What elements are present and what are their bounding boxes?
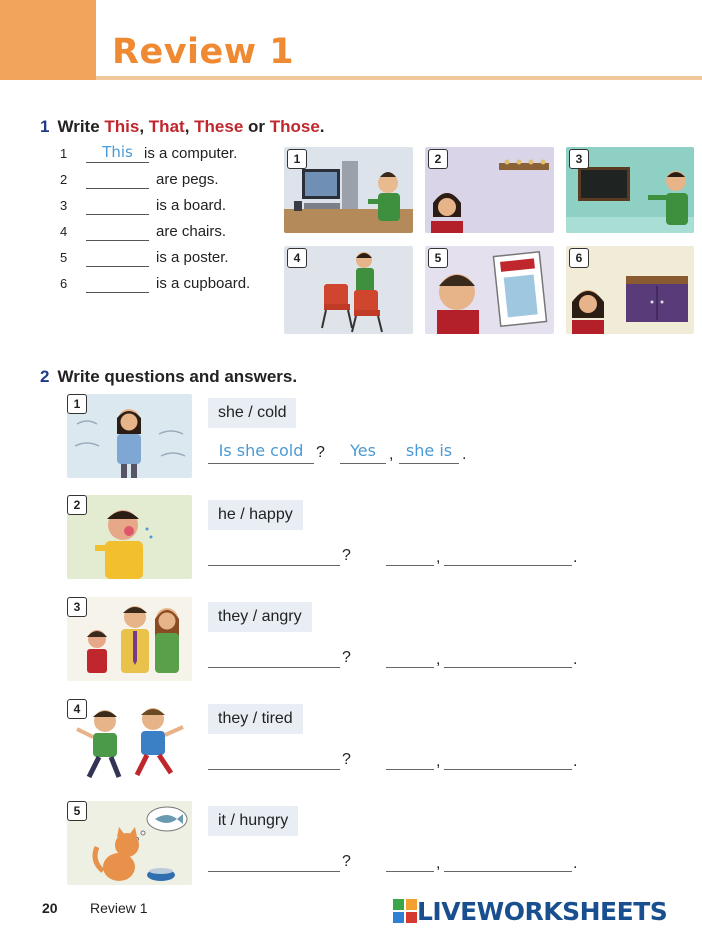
keyword-this: This xyxy=(104,117,140,136)
liveworksheets-wordmark: LIVEWORKSHEETS xyxy=(417,896,668,926)
picture-board xyxy=(566,147,694,233)
title-text: or xyxy=(243,117,270,136)
picture-angry xyxy=(67,597,192,681)
full-stop: . xyxy=(462,446,467,463)
footer-label: Review 1 xyxy=(90,900,148,916)
comma: , xyxy=(436,651,441,668)
picture-tired xyxy=(67,699,192,783)
item-number: 1 xyxy=(60,146,68,161)
item-text: is a computer. xyxy=(144,145,238,162)
exercise-2-title xyxy=(40,367,297,387)
item-text: is a cupboard. xyxy=(156,275,251,292)
exercise-1-number: 1 xyxy=(40,117,50,136)
question-number-badge: 1 xyxy=(67,394,87,414)
item-number: 3 xyxy=(60,198,68,213)
picture-happy xyxy=(67,495,192,579)
answer-blank[interactable] xyxy=(86,196,149,215)
short-answer-line[interactable] xyxy=(386,851,434,872)
item-number: 6 xyxy=(60,276,68,291)
question-line[interactable] xyxy=(208,851,340,872)
keyword-that: That xyxy=(148,117,185,136)
exercise-1-title xyxy=(40,117,325,137)
picture-number-badge: 2 xyxy=(428,149,448,169)
title-text: , xyxy=(184,117,195,136)
answer-blank[interactable] xyxy=(86,170,149,189)
header-tab xyxy=(0,0,96,80)
answer-blank[interactable]: This xyxy=(86,144,149,163)
picture-hungry xyxy=(67,801,192,885)
question-mark: ? xyxy=(342,547,351,564)
item-text: is a poster. xyxy=(156,249,229,266)
liveworksheets-logo-icon xyxy=(393,899,417,923)
picture-number-badge: 1 xyxy=(287,149,307,169)
comma: , xyxy=(436,549,441,566)
comma: , xyxy=(436,753,441,770)
short-answer: Yes xyxy=(350,441,376,460)
answer-blank[interactable] xyxy=(86,248,149,267)
picture-number-badge: 4 xyxy=(287,248,307,268)
prompt-he-happy: he / happy xyxy=(208,500,303,530)
page-title: Review 1 xyxy=(112,32,295,72)
picture-number-badge: 3 xyxy=(569,149,589,169)
question-number-badge: 2 xyxy=(67,495,87,515)
title-text: . xyxy=(319,117,325,136)
picture-number-badge: 5 xyxy=(428,248,448,268)
question-line[interactable] xyxy=(208,647,340,668)
item-number: 5 xyxy=(60,250,68,265)
comma: , xyxy=(436,855,441,872)
liveworksheets-logo xyxy=(393,896,667,926)
comma: , xyxy=(389,446,394,463)
full-stop: . xyxy=(573,651,578,668)
prompt-they-angry: they / angry xyxy=(208,602,312,632)
full-answer-line[interactable] xyxy=(444,647,572,668)
question-mark: ? xyxy=(316,444,325,461)
full-stop: . xyxy=(573,753,578,770)
title-text: , xyxy=(139,117,149,136)
question-answer: Is she cold xyxy=(218,441,304,460)
title-text: Write xyxy=(57,117,105,136)
item-text: are pegs. xyxy=(156,171,219,188)
prompt-they-tired: they / tired xyxy=(208,704,303,734)
question-number-badge: 5 xyxy=(67,801,87,821)
picture-cold xyxy=(67,394,192,478)
short-answer-line[interactable] xyxy=(386,749,434,770)
header-rule xyxy=(96,76,702,80)
prompt-it-hungry: it / hungry xyxy=(208,806,298,836)
item-number: 2 xyxy=(60,172,68,187)
title-text: Write questions and answers. xyxy=(57,367,298,386)
full-stop: . xyxy=(573,855,578,872)
item-number: 4 xyxy=(60,224,68,239)
full-answer: she is xyxy=(405,441,453,460)
question-line[interactable] xyxy=(208,545,340,566)
question-mark: ? xyxy=(342,649,351,666)
short-answer-line[interactable] xyxy=(386,545,434,566)
picture-chairs xyxy=(284,246,413,334)
full-answer-line[interactable] xyxy=(444,545,572,566)
exercise-2-number: 2 xyxy=(40,367,50,386)
keyword-those: Those xyxy=(269,117,320,136)
question-mark: ? xyxy=(342,751,351,768)
question-number-badge: 4 xyxy=(67,699,87,719)
question-mark: ? xyxy=(342,853,351,870)
picture-computer xyxy=(284,147,413,233)
question-line[interactable] xyxy=(208,749,340,770)
item-text: is a board. xyxy=(156,197,227,214)
item-text: are chairs. xyxy=(156,223,227,240)
full-answer-line[interactable] xyxy=(444,749,572,770)
short-answer-line[interactable] xyxy=(386,647,434,668)
full-stop: . xyxy=(573,549,578,566)
page-number: 20 xyxy=(42,900,58,916)
answer-blank[interactable] xyxy=(86,222,149,241)
picture-poster xyxy=(425,246,554,334)
picture-number-badge: 6 xyxy=(569,248,589,268)
question-number-badge: 3 xyxy=(67,597,87,617)
keyword-these: These xyxy=(194,117,244,136)
answer-blank[interactable] xyxy=(86,274,149,293)
prompt-she-cold: she / cold xyxy=(208,398,296,428)
full-answer-line[interactable] xyxy=(444,851,572,872)
picture-cupboard xyxy=(566,246,694,334)
picture-pegs xyxy=(425,147,554,233)
